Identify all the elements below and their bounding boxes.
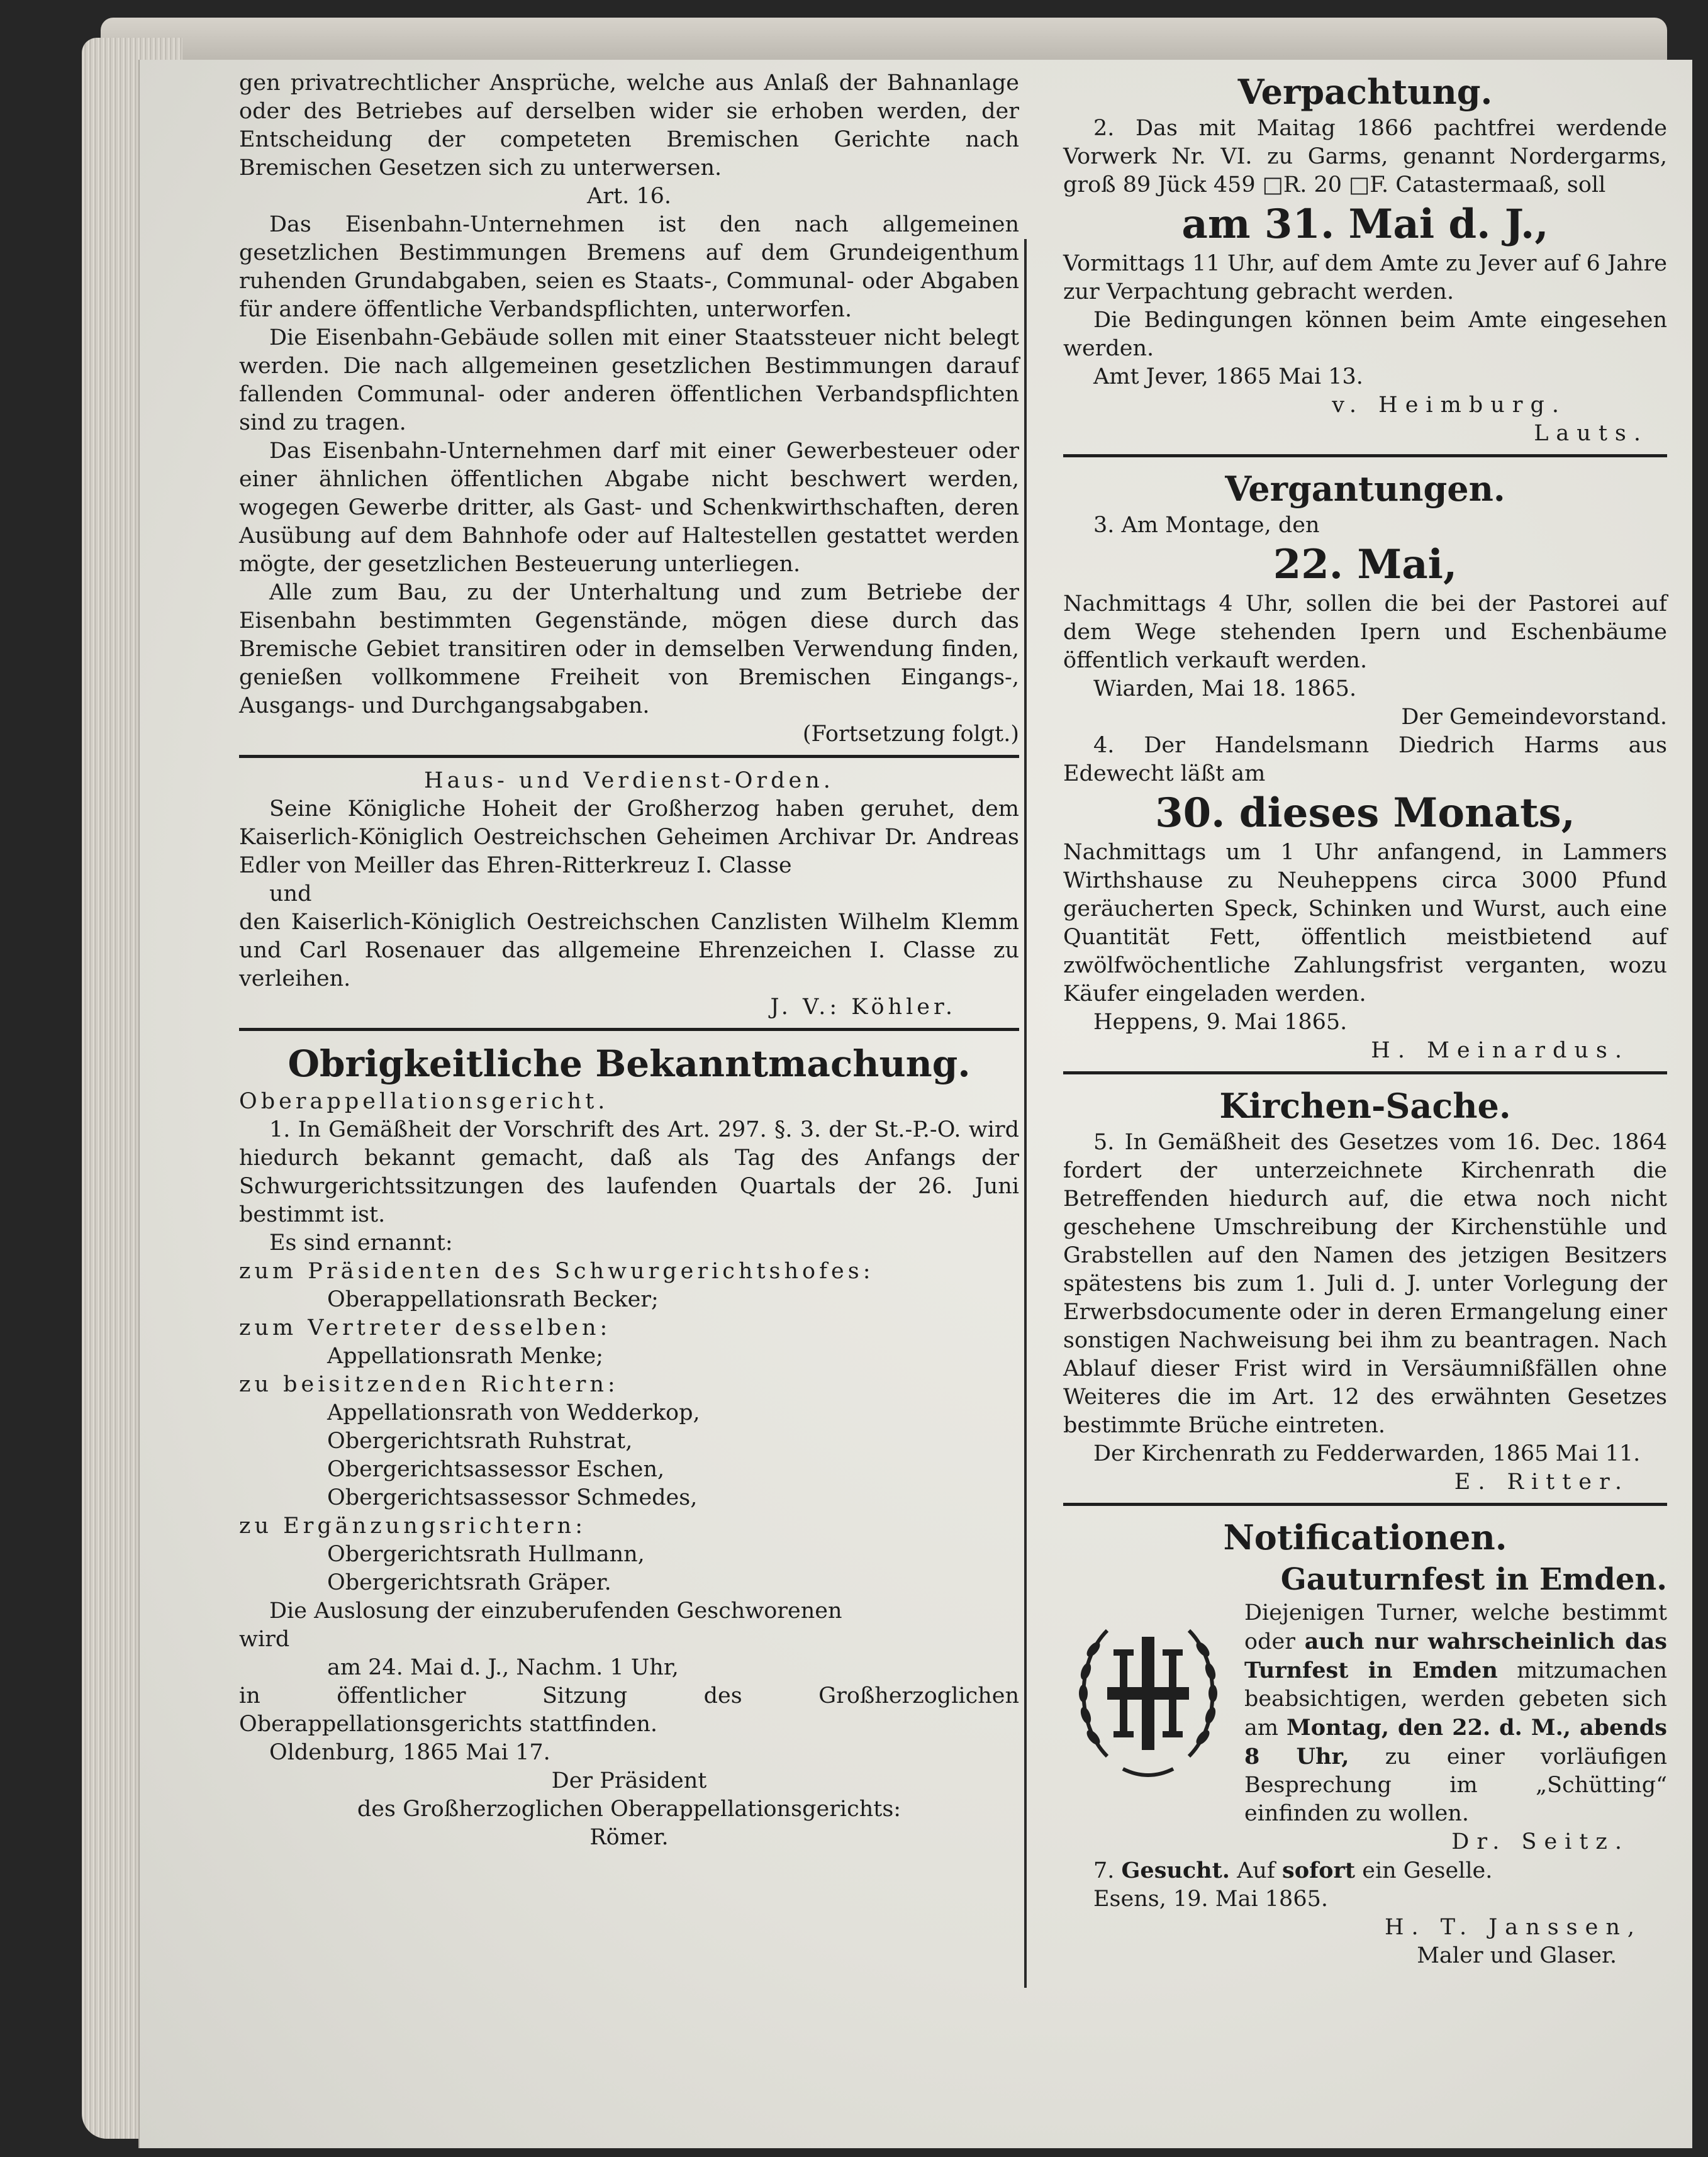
signature-line-3: Römer. xyxy=(589,1825,669,1850)
vergantung-3-signature: Der Gemeindevorstand. xyxy=(1401,705,1667,730)
signature-line-2: des Großherzoglichen Oberappellationsgerichts: xyxy=(357,1797,901,1822)
gauturnfest-notice xyxy=(1063,1599,1667,1828)
section-rule xyxy=(239,1028,1019,1031)
auslosung-paragraph: in öffentlicher Sitzung des Großherzoglichen Oberappellationsgerichts stattfinden. xyxy=(239,1683,1019,1737)
obrigkeitliche-subtitle: Oberappellationsgericht. xyxy=(239,1089,609,1114)
orden-paragraph-1: Seine Königliche Hoheit der Großherzog haben geruhet, dem Kaiserlich-Königlich Oestreichschen Geheimen Archivar Dr. Andreas Edler von Meiller das Ehren-Ritterkreuz I. Classe xyxy=(239,796,1019,878)
gauturnfest-text-2: mitzumachen beabsichtigen, werden gebeten sich am xyxy=(1244,1658,1667,1741)
gesucht-place: Esens, 19. Mai 1865. xyxy=(1093,1887,1328,1912)
gesucht-number: 7. xyxy=(1093,1858,1115,1883)
auslosung-date: am 24. Mai d. J., Nachm. 1 Uhr, xyxy=(327,1655,679,1680)
notificationen-title: Notificationen. xyxy=(1223,1517,1507,1558)
vergantung-3-place: Wiarden, Mai 18. 1865. xyxy=(1093,676,1357,701)
vergantung-3-date: 22. Mai, xyxy=(1273,541,1458,588)
ernannt-line: Es sind ernannt: xyxy=(269,1230,453,1256)
turner-cross-wreath-icon xyxy=(1063,1599,1233,1788)
kirchen-sache-place: Der Kirchenrath zu Fedderwarden, 1865 Mai 11. xyxy=(1093,1441,1641,1466)
section-rule xyxy=(1063,1071,1667,1074)
oldenburg-place-date: Oldenburg, 1865 Mai 17. xyxy=(269,1740,550,1765)
article-16-paragraph-2: Die Eisenbahn-Gebäude sollen mit einer Staatssteuer nicht belegt werden. Die nach allgemeinen gesetzlichen Bestimmungen darauf fallenden Communal- oder anderen öffentlichen Verbandspflichten sind zu tragen. xyxy=(239,325,1019,435)
ergaenzung-label: zu Ergänzungsrichtern: xyxy=(239,1513,586,1539)
orden-paragraph-2: den Kaiserlich-Königlich Oestreichschen Canzlisten Wilhelm Klemm und Carl Rosenauer das allgemeine Ehrenzeichen I. Classe zu verleihen. xyxy=(239,910,1019,991)
beisitzer-label: zu beisitzenden Richtern: xyxy=(239,1372,619,1397)
gesucht-text-2: ein Geselle. xyxy=(1362,1858,1493,1883)
verpachtung-paragraph-2: Vormittags 11 Uhr, auf dem Amte zu Jever auf 6 Jahre zur Verpachtung gebracht werden. xyxy=(1063,251,1667,304)
article-16-paragraph-1: Das Eisenbahn-Unternehmen ist den nach allgemeinen gesetzlichen Bestimmungen Bremens auf dem Grundeigenthum ruhenden Grundabgaben, seien es Staats-, Communal- oder Abgaben für andere öffentliche Verbandspflichten, unterworfen. xyxy=(239,212,1019,322)
auslosung-line: Die Auslosung der einzuberufenden Geschworenen xyxy=(269,1598,842,1624)
vergantung-4-place: Heppens, 9. Mai 1865. xyxy=(1093,1010,1348,1035)
verpachtung-place: Amt Jever, 1865 Mai 13. xyxy=(1093,364,1363,389)
vertreter-name: Appellationsrath Menke; xyxy=(327,1344,604,1369)
praesident-label: zum Präsidenten des Schwurgerichtshofes: xyxy=(239,1259,874,1284)
ergaenzung-name: Obergerichtsrath Hullmann, xyxy=(327,1542,645,1567)
gesucht-text-1: Auf xyxy=(1237,1858,1275,1883)
gauturnfest-title: Gauturnfest in Emden. xyxy=(1280,1562,1667,1597)
gauturnfest-bold-1: auch nur wahrscheinlich das Turnfest in Emden xyxy=(1244,1629,1667,1683)
section-rule xyxy=(239,755,1019,758)
vertreter-label: zum Vertreter desselben: xyxy=(239,1315,611,1340)
column-divider xyxy=(1024,239,1027,1988)
vergantung-4-paragraph-2: Nachmittags um 1 Uhr anfangend, in Lammers Wirthshause zu Neuheppens circa 3000 Pfund geräucherten Speck, Schinken und Wurst, auch eine Quantität Fett, öffentlich meistbietend auf zwölfwöchentliche Zahlungsfrist verganten, wozu Käufer eingeladen werden. xyxy=(1063,840,1667,1006)
kirchen-sache-paragraph: 5. In Gemäßheit des Gesetzes vom 16. Dec. 1864 fordert der unterzeichnete Kirchenrath die Betreffenden hiedurch auf, die etwa noch nicht geschehene Umschreibung der Kirchenstühle und Grabstellen auf den Namen des jetzigen Besitzers spätestens bis zum 1. Juli d. J. unter Vorlegung der Erwerbsdocumente oder in deren Ermangelung einer sonstigen Nachweisung bei ihm zu beantragen. Nach Ablauf dieser Frist wird in Versäumnißfällen ohne Weiteres die im Art. 12 des erwähnten Gesetzes bestimmte Brüche eintreten. xyxy=(1063,1130,1667,1438)
article-16-paragraph-3: Das Eisenbahn-Unternehmen darf mit einer Gewerbesteuer oder einer ähnlichen öffentlichen Abgabe nicht beschwert werden, wogegen Gewerbe dritter, als Gast- und Schenkwirthschaften, deren Ausübung auf dem Bahnhofe oder auf Haltestellen gestattet werden mögte, der gesetzlichen Besteuerung unterliegen. xyxy=(239,438,1019,577)
article-16-paragraph-4: Alle zum Bau, zu der Unterhaltung und zum Betriebe der Eisenbahn bestimmten Gegenstände, mögen diese durch das Bremische Gebiet transitiren oder in demselben Verwendung finden, genießen vollkommene Freiheit von Bremischen Eingangs-, Ausgangs- und Durchgangsabgaben. xyxy=(239,580,1019,718)
obrigkeitliche-title: Obrigkeitliche Bekanntmachung. xyxy=(287,1042,971,1085)
gesucht-signature-2: Maler und Glaser. xyxy=(1417,1943,1617,1968)
vergantung-4-paragraph-1: 4. Der Handelsmann Diedrich Harms aus Edewecht läßt am xyxy=(1063,733,1667,786)
continued-paragraph: gen privatrechtlicher Ansprüche, welche aus Anlaß der Bahnanlage oder des Betriebes auf derselben wider sie erhoben werden, der Entscheidung der competeten Bremischen Gerichte nach Bremischen Gesetzen sich zu unterwersen. xyxy=(239,70,1019,181)
vergantung-3-paragraph: Nachmittags 4 Uhr, sollen die bei der Pastorei auf dem Wege stehenden Ipern und Eschenbäume öffentlich verkauft werden. xyxy=(1063,591,1667,673)
right-column xyxy=(1063,69,1667,1970)
verpachtung-signature-1: v. Heimburg. xyxy=(1332,393,1566,418)
orden-signature: J. V.: Köhler. xyxy=(770,995,956,1020)
gesucht-ad xyxy=(1063,1856,1667,1885)
gauturnfest-text-3: zu einer vorläufigen Besprechung im „Schütting“ einfinden zu wollen. xyxy=(1244,1744,1667,1826)
section-rule xyxy=(1063,454,1667,457)
orden-und: und xyxy=(269,881,312,906)
section-rule xyxy=(1063,1503,1667,1506)
beisitzer-name: Obergerichtsassessor Schmedes, xyxy=(327,1485,698,1510)
gauturnfest-text-1: Diejenigen Turner, welche bestimmt oder xyxy=(1244,1600,1667,1654)
auslosung-wird: wird xyxy=(239,1627,290,1652)
verpachtung-paragraph-3: Die Bedingungen können beim Amte eingesehen werden. xyxy=(1063,308,1667,361)
verpachtung-date: am 31. Mai d. J., xyxy=(1181,201,1549,248)
gauturnfest-text xyxy=(1244,1599,1667,1828)
beisitzer-name: Appellationsrath von Wedderkop, xyxy=(327,1400,700,1425)
kirchen-sache-signature: E. Ritter. xyxy=(1454,1469,1629,1495)
ergaenzung-name: Obergerichtsrath Gräper. xyxy=(327,1570,611,1595)
gesucht-bold-1: Gesucht. xyxy=(1121,1858,1230,1883)
gauturnfest-body xyxy=(1244,1599,1667,1828)
kirchen-sache-title: Kirchen-Sache. xyxy=(1219,1086,1511,1126)
left-column xyxy=(239,69,1019,1852)
gauturnfest-bold-2: Montag, den 22. d. M., abends 8 Uhr, xyxy=(1244,1715,1667,1770)
beisitzer-name: Obergerichtsrath Ruhstrat, xyxy=(327,1429,633,1454)
vergantungen-title: Vergantungen. xyxy=(1225,469,1505,509)
praesident-name: Oberappellationsrath Becker; xyxy=(327,1287,659,1312)
verpachtung-signature-2: Lauts. xyxy=(1534,421,1648,446)
gesucht-bold-2: sofort xyxy=(1282,1858,1356,1883)
gauturnfest-signature: Dr. Seitz. xyxy=(1451,1829,1629,1854)
vergantung-3-intro: 3. Am Montage, den xyxy=(1093,513,1320,538)
continuation-note: (Fortsetzung folgt.) xyxy=(802,722,1019,747)
signature-line-1: Der Präsident xyxy=(551,1768,707,1793)
beisitzer-name: Obergerichtsassessor Eschen, xyxy=(327,1457,665,1482)
vergantung-4-signature: H. Meinardus. xyxy=(1371,1038,1629,1063)
verpachtung-paragraph-1: 2. Das mit Maitag 1866 pachtfrei werdende Vorwerk Nr. VI. zu Garms, genannt Nordergarms, groß 89 Jück 459 □R. 20 □F. Catastermaaß, soll xyxy=(1063,116,1667,198)
obrigkeitliche-paragraph: 1. In Gemäßheit der Vorschrift des Art. 297. §. 3. der St.-P.-O. wird hiedurch bekannt gemacht, daß als Tag des Anfangs der Schwurgerichtssitzungen des laufenden Quartals der 26. Juni bestimmt ist. xyxy=(239,1117,1019,1227)
orden-title: Haus- und Verdienst-Orden. xyxy=(424,768,834,793)
article-16-heading: Art. 16. xyxy=(587,184,671,209)
vergantung-4-date: 30. dieses Monats, xyxy=(1155,789,1575,837)
gesucht-signature-1: H. T. Janssen, xyxy=(1385,1915,1642,1940)
verpachtung-title: Verpachtung. xyxy=(1237,72,1493,112)
